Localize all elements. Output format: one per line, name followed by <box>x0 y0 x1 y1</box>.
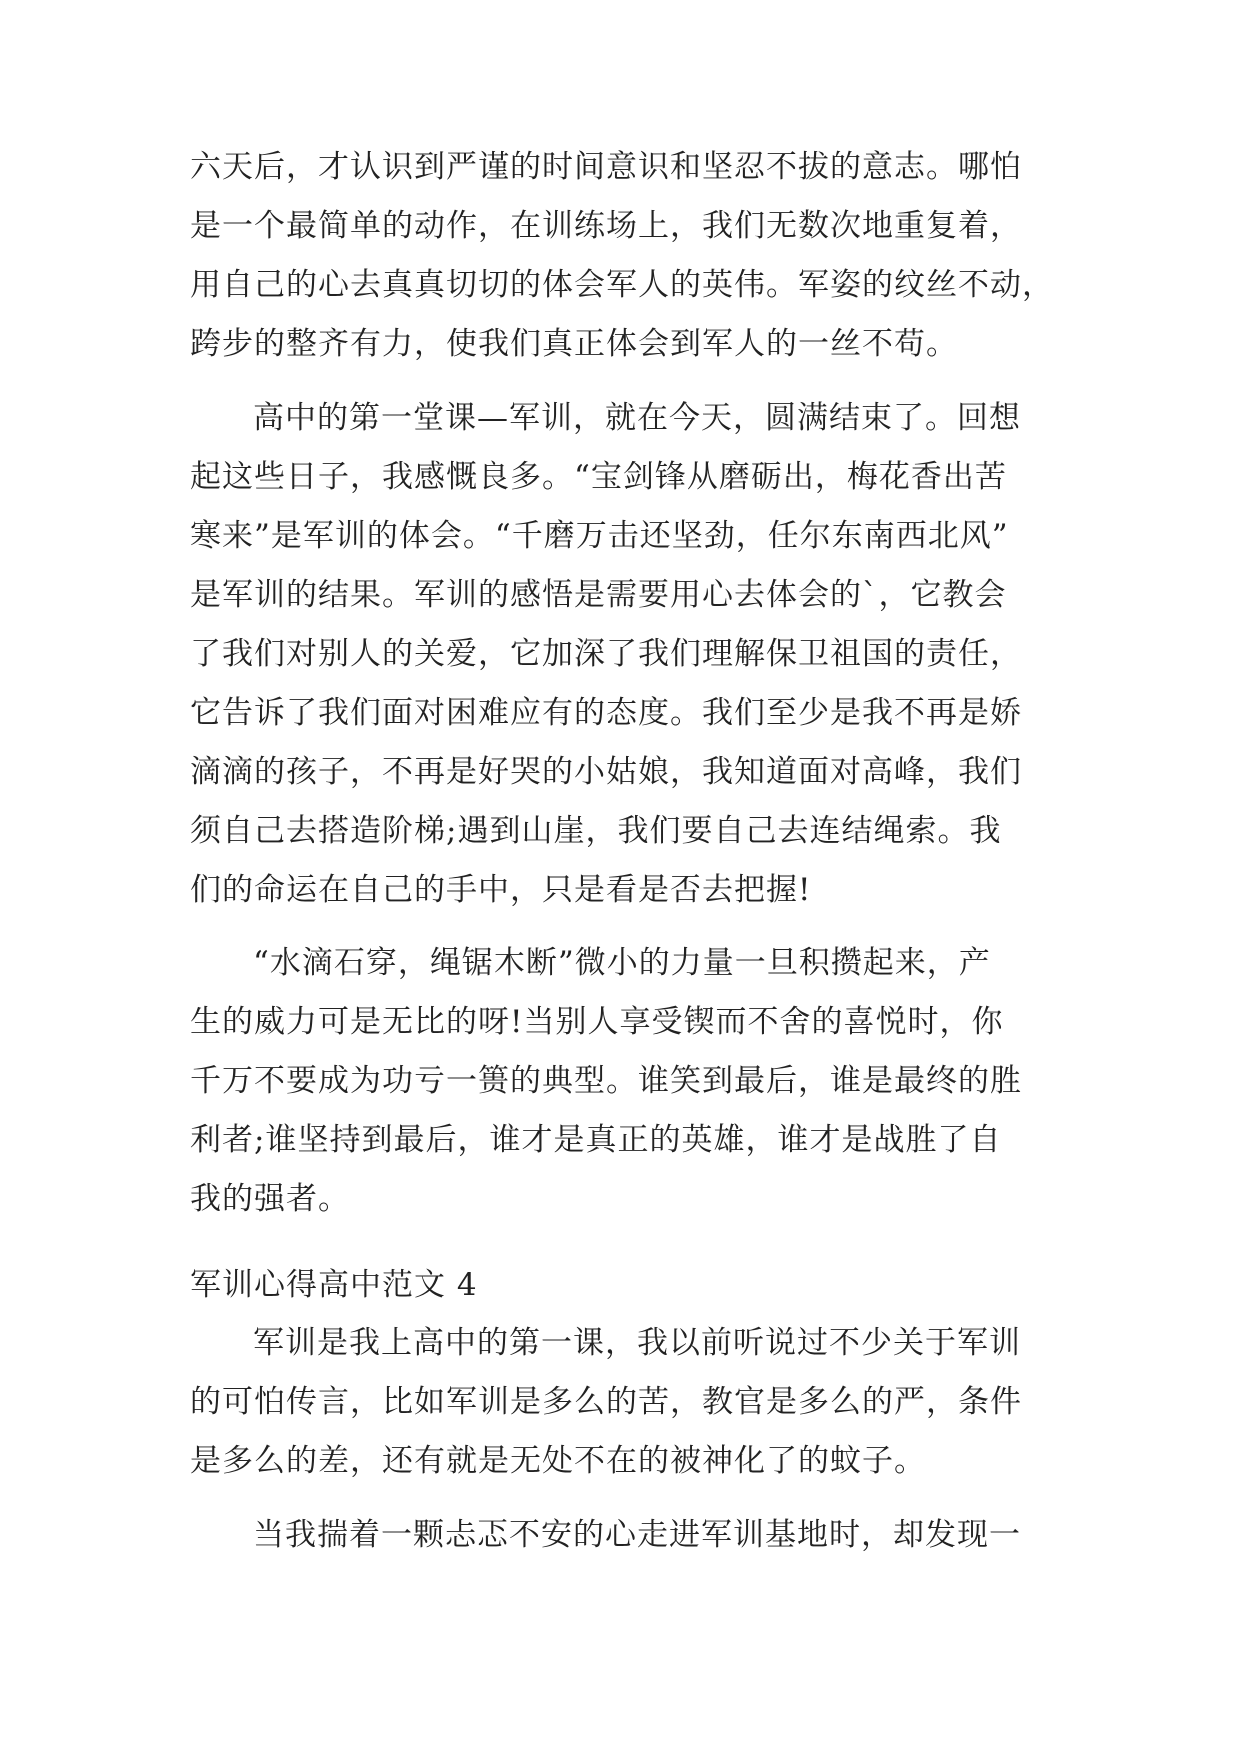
text-line: 是多么的差，还有就是无处不在的被神化了的蚊子。 <box>190 1443 926 1479</box>
text-line: 须自己去搭造阶梯;遇到山崖，我们要自己去连结绳索。我 <box>190 813 1002 849</box>
paragraph-first-line: 当我揣着一颗忐忑不安的心走进军训基地时，却发现一 <box>253 1517 1021 1553</box>
text-line: 千万不要成为功亏一篑的典型。谁笑到最后，谁是最终的胜 <box>190 1063 1022 1099</box>
text-line: 起这些日子，我感慨良多。“宝剑锋从磨砺出，梅花香出苦 <box>190 459 1007 495</box>
text-line: 跨步的整齐有力，使我们真正体会到军人的一丝不苟。 <box>190 326 958 362</box>
paragraph-first-line: “水滴石穿，绳锯木断”微小的力量一旦积攒起来，产 <box>253 945 991 981</box>
text-line: 的可怕传言，比如军训是多么的苦，教官是多么的严，条件 <box>190 1384 1022 1420</box>
paragraph-first-line: 高中的第一堂课—军训，就在今天，圆满结束了。回想 <box>253 400 1021 436</box>
text-line: 了我们对别人的关爱，它加深了我们理解保卫祖国的责任， <box>190 636 1022 672</box>
text-line: 利者;谁坚持到最后，谁才是真正的英雄，谁才是战胜了自 <box>190 1122 1002 1158</box>
text-line: 们的命运在自己的手中，只是看是否去把握! <box>190 872 812 908</box>
text-line: 滴滴的孩子，不再是好哭的小姑娘，我知道面对高峰，我们 <box>190 754 1022 790</box>
text-line: 用自己的心去真真切切的体会军人的英伟。军姿的纹丝不动， <box>190 267 1054 303</box>
text-line: 是军训的结果。军训的感悟是需要用心去体会的`，它教会 <box>190 577 1007 613</box>
text-line: 我的强者。 <box>190 1181 350 1217</box>
text-line: 生的威力可是无比的呀!当别人享受锲而不舍的喜悦时，你 <box>190 1004 1004 1040</box>
text-line: 寒来”是军训的体会。“千磨万击还坚劲，任尔东南西北风” <box>190 518 1009 554</box>
paragraph-first-line: 军训是我上高中的第一课，我以前听说过不少关于军训 <box>253 1325 1021 1361</box>
section-title: 军训心得高中范文 4 <box>190 1267 478 1303</box>
text-line: 六天后，才认识到严谨的时间意识和坚忍不拔的意志。哪怕 <box>190 149 1022 185</box>
text-line: 是一个最简单的动作，在训练场上，我们无数次地重复着， <box>190 208 1022 244</box>
text-line: 它告诉了我们面对困难应有的态度。我们至少是我不再是娇 <box>190 695 1022 731</box>
